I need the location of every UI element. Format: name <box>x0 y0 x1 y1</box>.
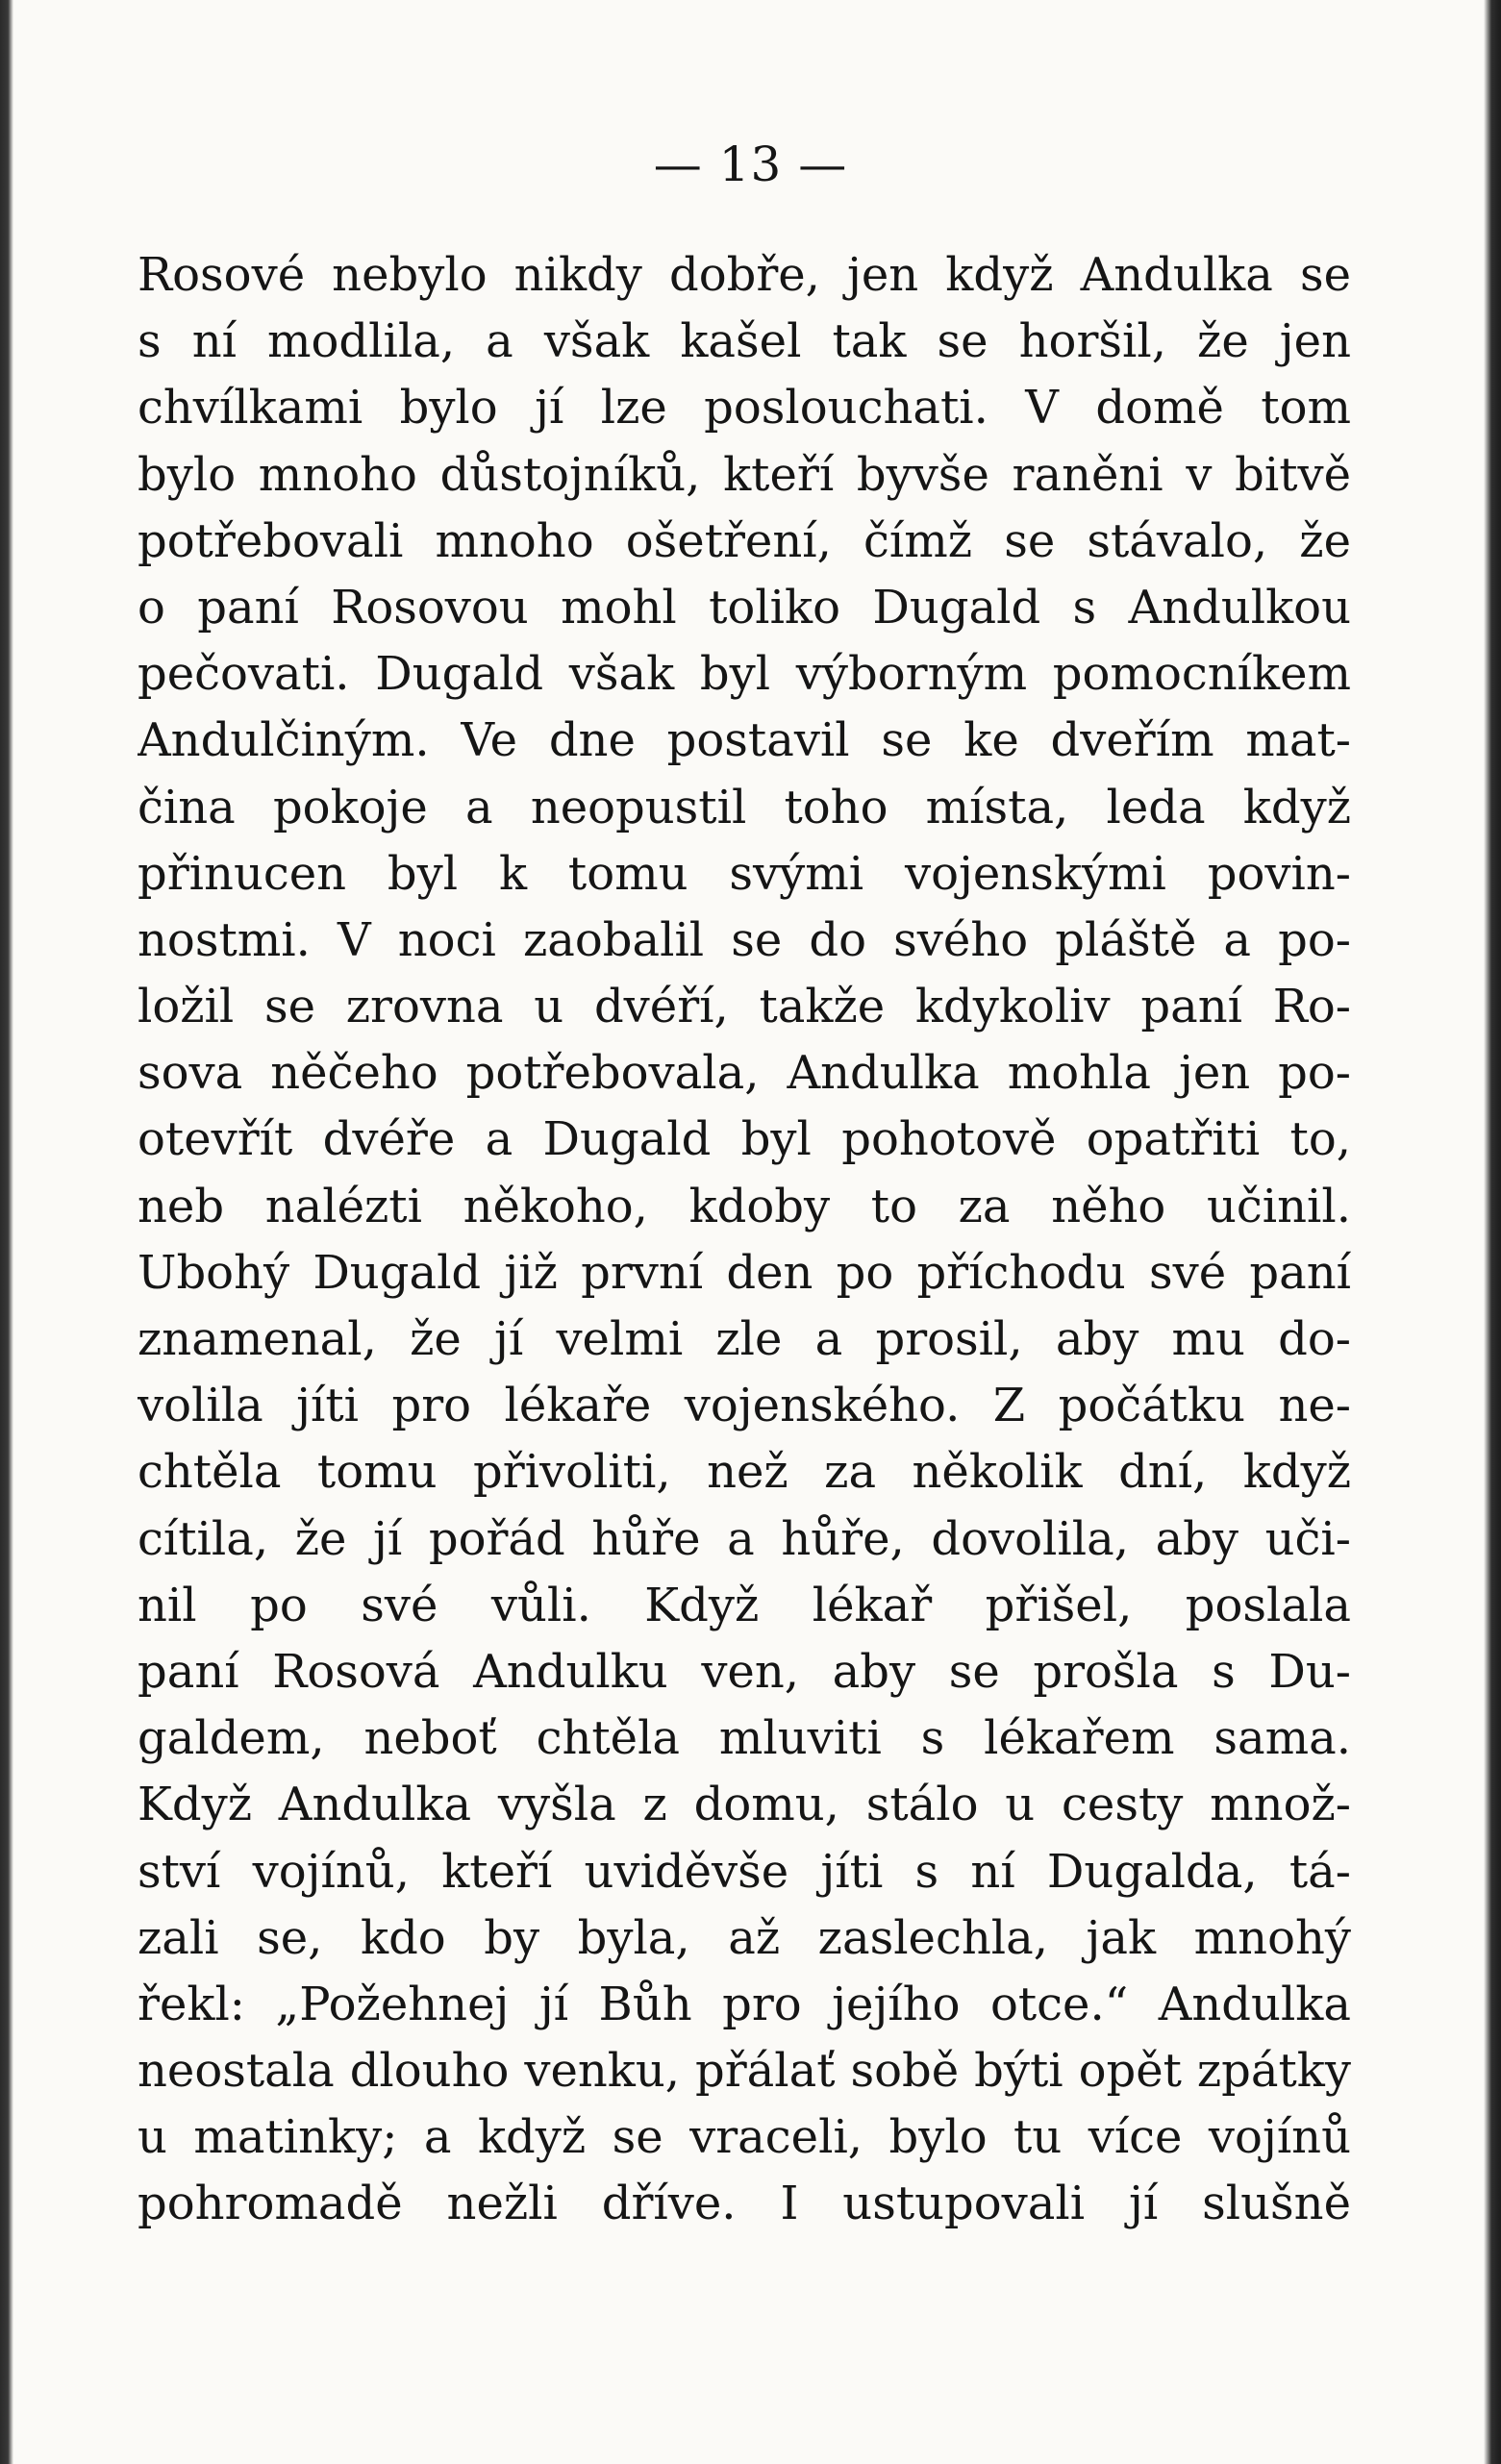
text-line: s ní modlila, a však kašel tak se horšil, že jen <box>138 314 1351 369</box>
text-line: pečovati. Dugald však byl výborným pomocníkem <box>138 647 1351 702</box>
text-line: otevřít dvéře a Dugald byl pohotově opatřiti to, <box>138 1112 1351 1167</box>
text-line: nostmi. V noci zaobalil se do svého pláště a po- <box>138 912 1351 967</box>
page-number: — 13 — <box>653 137 848 192</box>
text-line: bylo mnoho důstojníků, kteří byvše raněni v bitvě <box>138 447 1351 502</box>
text-line: ství vojínů, kteří uviděvše jíti s ní Dugalda, tá- <box>138 1844 1351 1899</box>
text-line: přinucen byl k tomu svými vojenskými povin- <box>138 846 1351 901</box>
text-line: u matinky; a když se vraceli, bylo tu více vojínů <box>138 2110 1351 2165</box>
text-line: Ubohý Dugald již první den po příchodu své paní <box>138 1245 1351 1300</box>
text-line: galdem, neboť chtěla mluviti s lékařem sama. <box>138 1711 1351 1766</box>
text-line: znamenal, že jí velmi zle a prosil, aby mu do- <box>138 1312 1351 1366</box>
text-line: sova něčeho potřebovala, Andulka mohla jen po- <box>138 1046 1351 1101</box>
text-line: neostala dlouho venku, přálať sobě býti opět zpátky <box>138 2044 1351 2099</box>
text-line: cítila, že jí pořád hůře a hůře, dovolila, aby uči- <box>138 1511 1351 1566</box>
body-text <box>138 242 1351 2238</box>
scan-edge-right <box>1484 0 1501 2464</box>
text-line: o paní Rosovou mohl toliko Dugald s Andulkou <box>138 580 1351 635</box>
text-line: Když Andulka vyšla z domu, stálo u cesty množ- <box>138 1778 1351 1832</box>
scan-edge-left <box>0 0 13 2464</box>
text-line: paní Rosová Andulku ven, aby se prošla s Du- <box>138 1644 1351 1699</box>
text-line: volila jíti pro lékaře vojenského. Z počátku ne- <box>138 1379 1351 1433</box>
text-line: ložil se zrovna u dvéří, takže kdykoliv paní Ro- <box>138 980 1351 1034</box>
text-line: Rosové nebylo nikdy dobře, jen když Andulka se <box>138 248 1351 302</box>
text-line: neb nalézti někoho, kdoby to za něho učinil. <box>138 1179 1351 1233</box>
text-line: Andulčiným. Ve dne postavil se ke dveřím mat- <box>138 713 1351 768</box>
text-line: chtěla tomu přivoliti, než za několik dní, když <box>138 1445 1351 1500</box>
text-line: čina pokoje a neopustil toho místa, leda když <box>138 780 1351 834</box>
text-line: potřebovali mnoho ošetření, čímž se stávalo, že <box>138 513 1351 568</box>
text-line: chvílkami bylo jí lze poslouchati. V domě tom <box>138 381 1351 436</box>
text-line: pohromadě nežli dříve. I ustupovali jí slušně <box>138 2177 1351 2231</box>
text-line: nil po své vůli. Když lékař přišel, poslala <box>138 1578 1351 1632</box>
text-line: zali se, kdo by byla, až zaslechla, jak mnohý <box>138 1910 1351 1965</box>
text-line: řekl: „Požehnej jí Bůh pro jejího otce.“ Andulka <box>138 1977 1351 2031</box>
